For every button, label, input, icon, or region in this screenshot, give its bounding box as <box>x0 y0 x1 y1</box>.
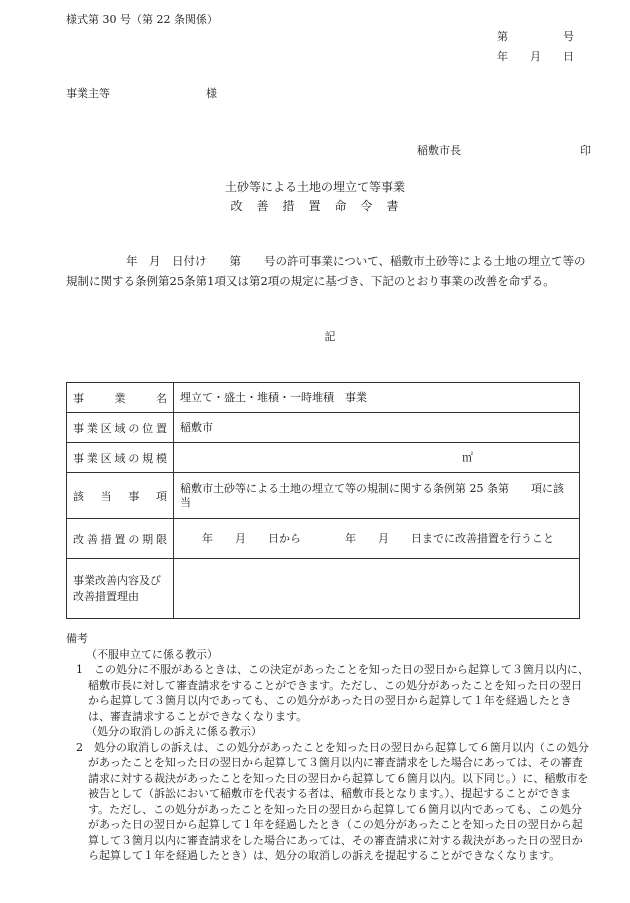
table-row <box>67 559 580 619</box>
row-label: 事業区域の規模 <box>67 443 174 473</box>
ki-heading: 記 <box>324 330 336 343</box>
table-row <box>67 473 580 519</box>
row-value: 稲敷市 <box>174 413 580 443</box>
table-row <box>67 443 580 473</box>
seal-mark: 印 <box>580 144 591 157</box>
area-unit: ㎡ <box>462 450 473 464</box>
addressee-honorific: 様 <box>206 87 217 100</box>
table-row <box>67 519 580 559</box>
row-value: 年 月 日から 年 月 日までに改善措置を行うこと <box>174 519 580 559</box>
remarks-item: 2 処分の取消しの訴えは、この処分があったことを知った日の翌日から起算して６箇月以内（この処分があったことを知った日の翌日から起算して３箇月以内に審査請求をした場合にあっては、その審査請求に対する裁決があったことを知った日の翌日から起算して６箇月以内。以下同じ。）に、稲敷市を被告として（訴訟において稲敷市を代表する者は、稲敷市長となります。）、提起することができます。ただし、この処分があったことを知った日の翌日から起算して６箇月以内であっても、この処分があった日の翌日から起算して１年を経過したとき（この処分があったことを知った日の翌日から起算して３箇月以内に審査請求をした場合にあっては、その審査請求に対する裁決があった日の翌日から起算して１年を経過したとき）は、処分の取消しの訴えを提起することができなくなります。 <box>76 740 589 862</box>
row-label: 事業区域の位置 <box>67 413 174 443</box>
document-number: 第 号 <box>497 30 574 43</box>
form-id: 様式第 30 号（第 22 条関係） <box>66 13 218 26</box>
document-date: 年 月 日 <box>497 50 574 63</box>
info-table <box>66 382 580 619</box>
remarks-subheading: （不服申立てに係る教示） <box>86 647 218 661</box>
row-value: 稲敷市土砂等による土地の埋立て等の規制に関する条例第 25 条第 項に該当 <box>174 473 580 519</box>
remarks <box>66 631 590 864</box>
remarks-item: 1 この処分に不服があるときは、この決定があったことを知った日の翌日から起算して３箇月以内に、稲敷市長に対して審査請求をすることができます。ただし、この処分があったことを知った日の翌日から起算して３箇月以内であっても、この処分があった日の翌日から起算して１年を経過したときは、審査請求することができなくなります。 <box>76 663 589 723</box>
row-value-area <box>174 443 580 473</box>
remarks-heading: 備考 <box>66 632 88 645</box>
row-value: 埋立て・盛土・堆積・一時堆積 事業 <box>174 383 580 413</box>
row-label: 事 業 名 <box>67 383 174 413</box>
addressee-label: 事業主等 <box>66 87 110 100</box>
row-label: 改善措置の期限 <box>67 519 174 559</box>
remarks-subheading: （処分の取消しの訴えに係る教示） <box>86 725 262 738</box>
row-label: 該 当 事 項 <box>67 473 174 519</box>
table-row <box>67 413 580 443</box>
document-title-line1: 土砂等による土地の埋立て等事業 <box>224 180 405 194</box>
row-value <box>174 559 580 619</box>
row-label: 事業改善内容及び改善措置理由 <box>67 559 174 619</box>
issuer-name: 稲敷市長 <box>417 144 461 157</box>
body-text: 年 月 日付け 第 号の許可事業について、稲敷市土砂等による土地の埋立て等の規制に関する条例第25条第1項又は第2項の規定に基づき、下記のとおり事業の改善を命ずる。 <box>66 254 586 288</box>
table-row <box>67 383 580 413</box>
document-title-line2: 改 善 措 置 命 令 書 <box>230 199 400 213</box>
